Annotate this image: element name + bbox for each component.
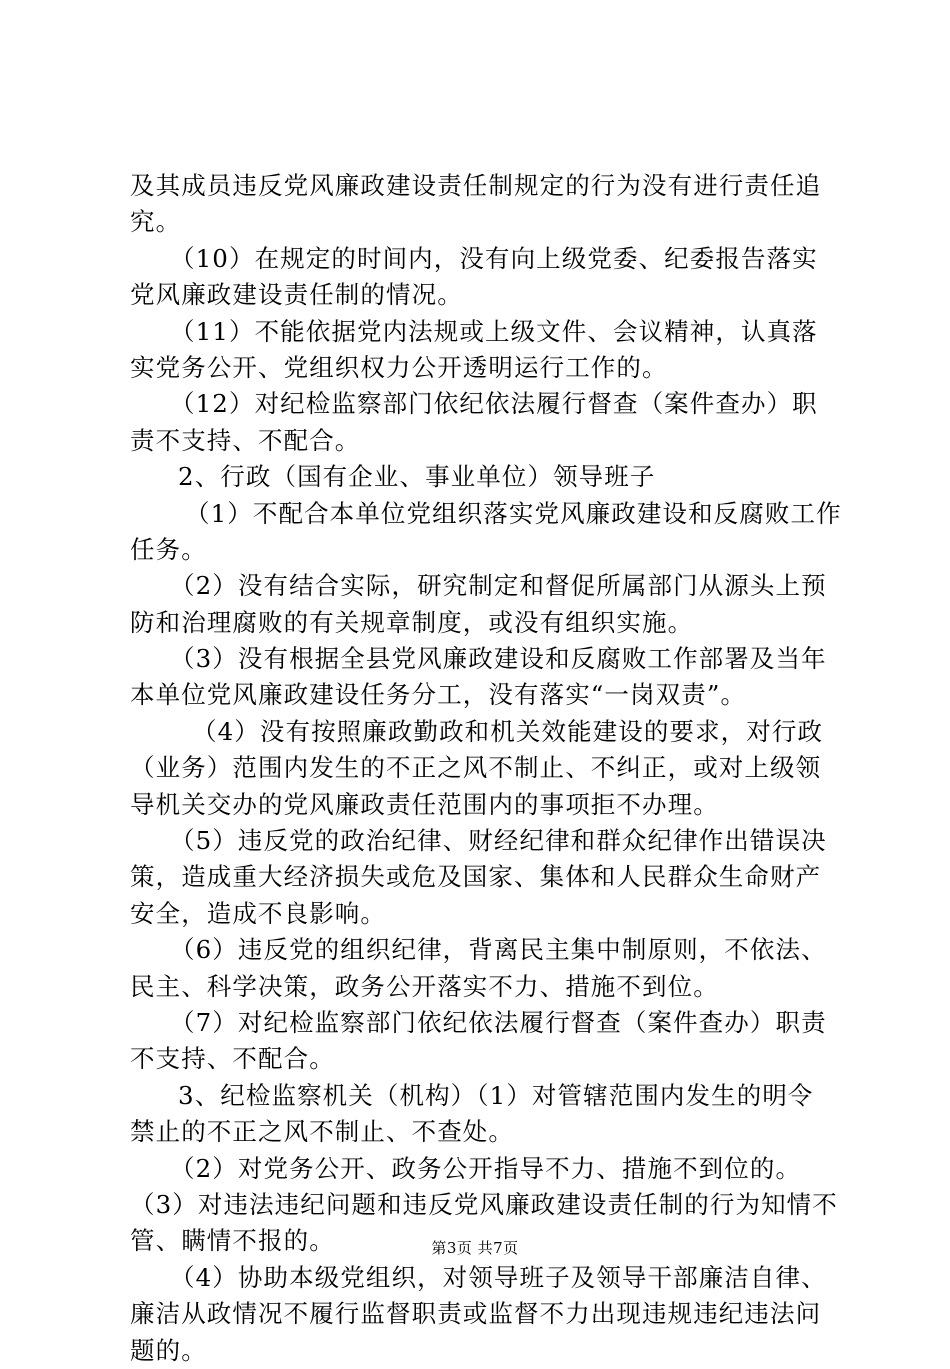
- text-line: （4）协助本级党组织，对领导班子及领导干部廉洁自律、: [170, 1262, 827, 1292]
- text-line: 策，造成重大经济损失或危及国家、集体和人民群众生命财产: [130, 862, 822, 892]
- text-line: （2）对党务公开、政务公开指导不力、措施不到位的。: [170, 1153, 802, 1183]
- text-line: （5）违反党的政治纪律、财经纪律和群众纪律作出错误决: [170, 826, 827, 856]
- text-line: 廉洁从政情况不履行监督职责或监督不力出现违规违纪违法问: [130, 1299, 822, 1329]
- text-line: 任务。: [130, 534, 207, 564]
- text-line: 禁止的不正之风不制止、不查处。: [130, 1117, 514, 1147]
- text-line: 责不支持、不配合。: [130, 425, 361, 455]
- text-line: （11）不能依据党内法规或上级文件、会议精神，认真落: [170, 316, 818, 346]
- text-line: 3、纪检监察机关（机构）（1）对管辖范围内发生的明令: [178, 1080, 814, 1110]
- text-line: （3）对违法违纪问题和违反党风廉政建设责任制的行为知情不: [130, 1189, 838, 1219]
- text-line: 防和治理腐败的有关规章制度，或没有组织实施。: [130, 607, 694, 637]
- text-line: （7）对纪检监察部门依纪依法履行督查（案件查办）职责: [170, 1007, 827, 1037]
- text-line: 民主、科学决策，政务公开落实不力、措施不到位。: [130, 971, 719, 1001]
- text-line: 不支持、不配合。: [130, 1044, 335, 1074]
- text-line: 2、行政（国有企业、事业单位）领导班子: [178, 462, 656, 492]
- text-line: 究。: [130, 207, 182, 237]
- text-line: （12）对纪检监察部门依纪依法履行督查（案件查办）职: [170, 389, 818, 419]
- text-line: （业务）范围内发生的不正之风不制止、不纠正，或对上级领: [130, 753, 822, 783]
- text-line: 党风廉政建设责任制的情况。: [130, 280, 463, 310]
- text-line: 实党务公开、党组织权力公开透明运行工作的。: [130, 352, 668, 382]
- text-line: 管、瞒情不报的。: [130, 1226, 335, 1256]
- text-line: （4）没有按照廉政勤政和机关效能建设的要求，对行政: [192, 716, 824, 746]
- text-line: 题的。: [130, 1335, 207, 1365]
- text-line: 导机关交办的党风廉政责任范围内的事项拒不办理。: [130, 789, 719, 819]
- text-line: （3）没有根据全县党风廉政建设和反腐败工作部署及当年: [170, 644, 827, 674]
- text-line: 及其成员违反党风廉政建设责任制规定的行为没有进行责任追: [130, 171, 822, 200]
- text-line: 安全，造成不良影响。: [130, 898, 386, 928]
- text-line: （2）没有结合实际，研究制定和督促所属部门从源头上预: [170, 571, 827, 601]
- text-line: （6）违反党的组织纪律，背离民主集中制原则，不依法、: [170, 935, 827, 965]
- text-line: （10）在规定的时间内，没有向上级党委、纪委报告落实: [170, 243, 818, 273]
- page-footer: 第3页 共7页: [431, 1239, 519, 1257]
- text-line: （1）不配合本单位党组织落实党风廉政建设和反腐败工作: [185, 498, 842, 528]
- document-body: [130, 168, 842, 1369]
- text-line: 本单位党风廉政建设任务分工，没有落实“一岗双责”。: [130, 680, 747, 710]
